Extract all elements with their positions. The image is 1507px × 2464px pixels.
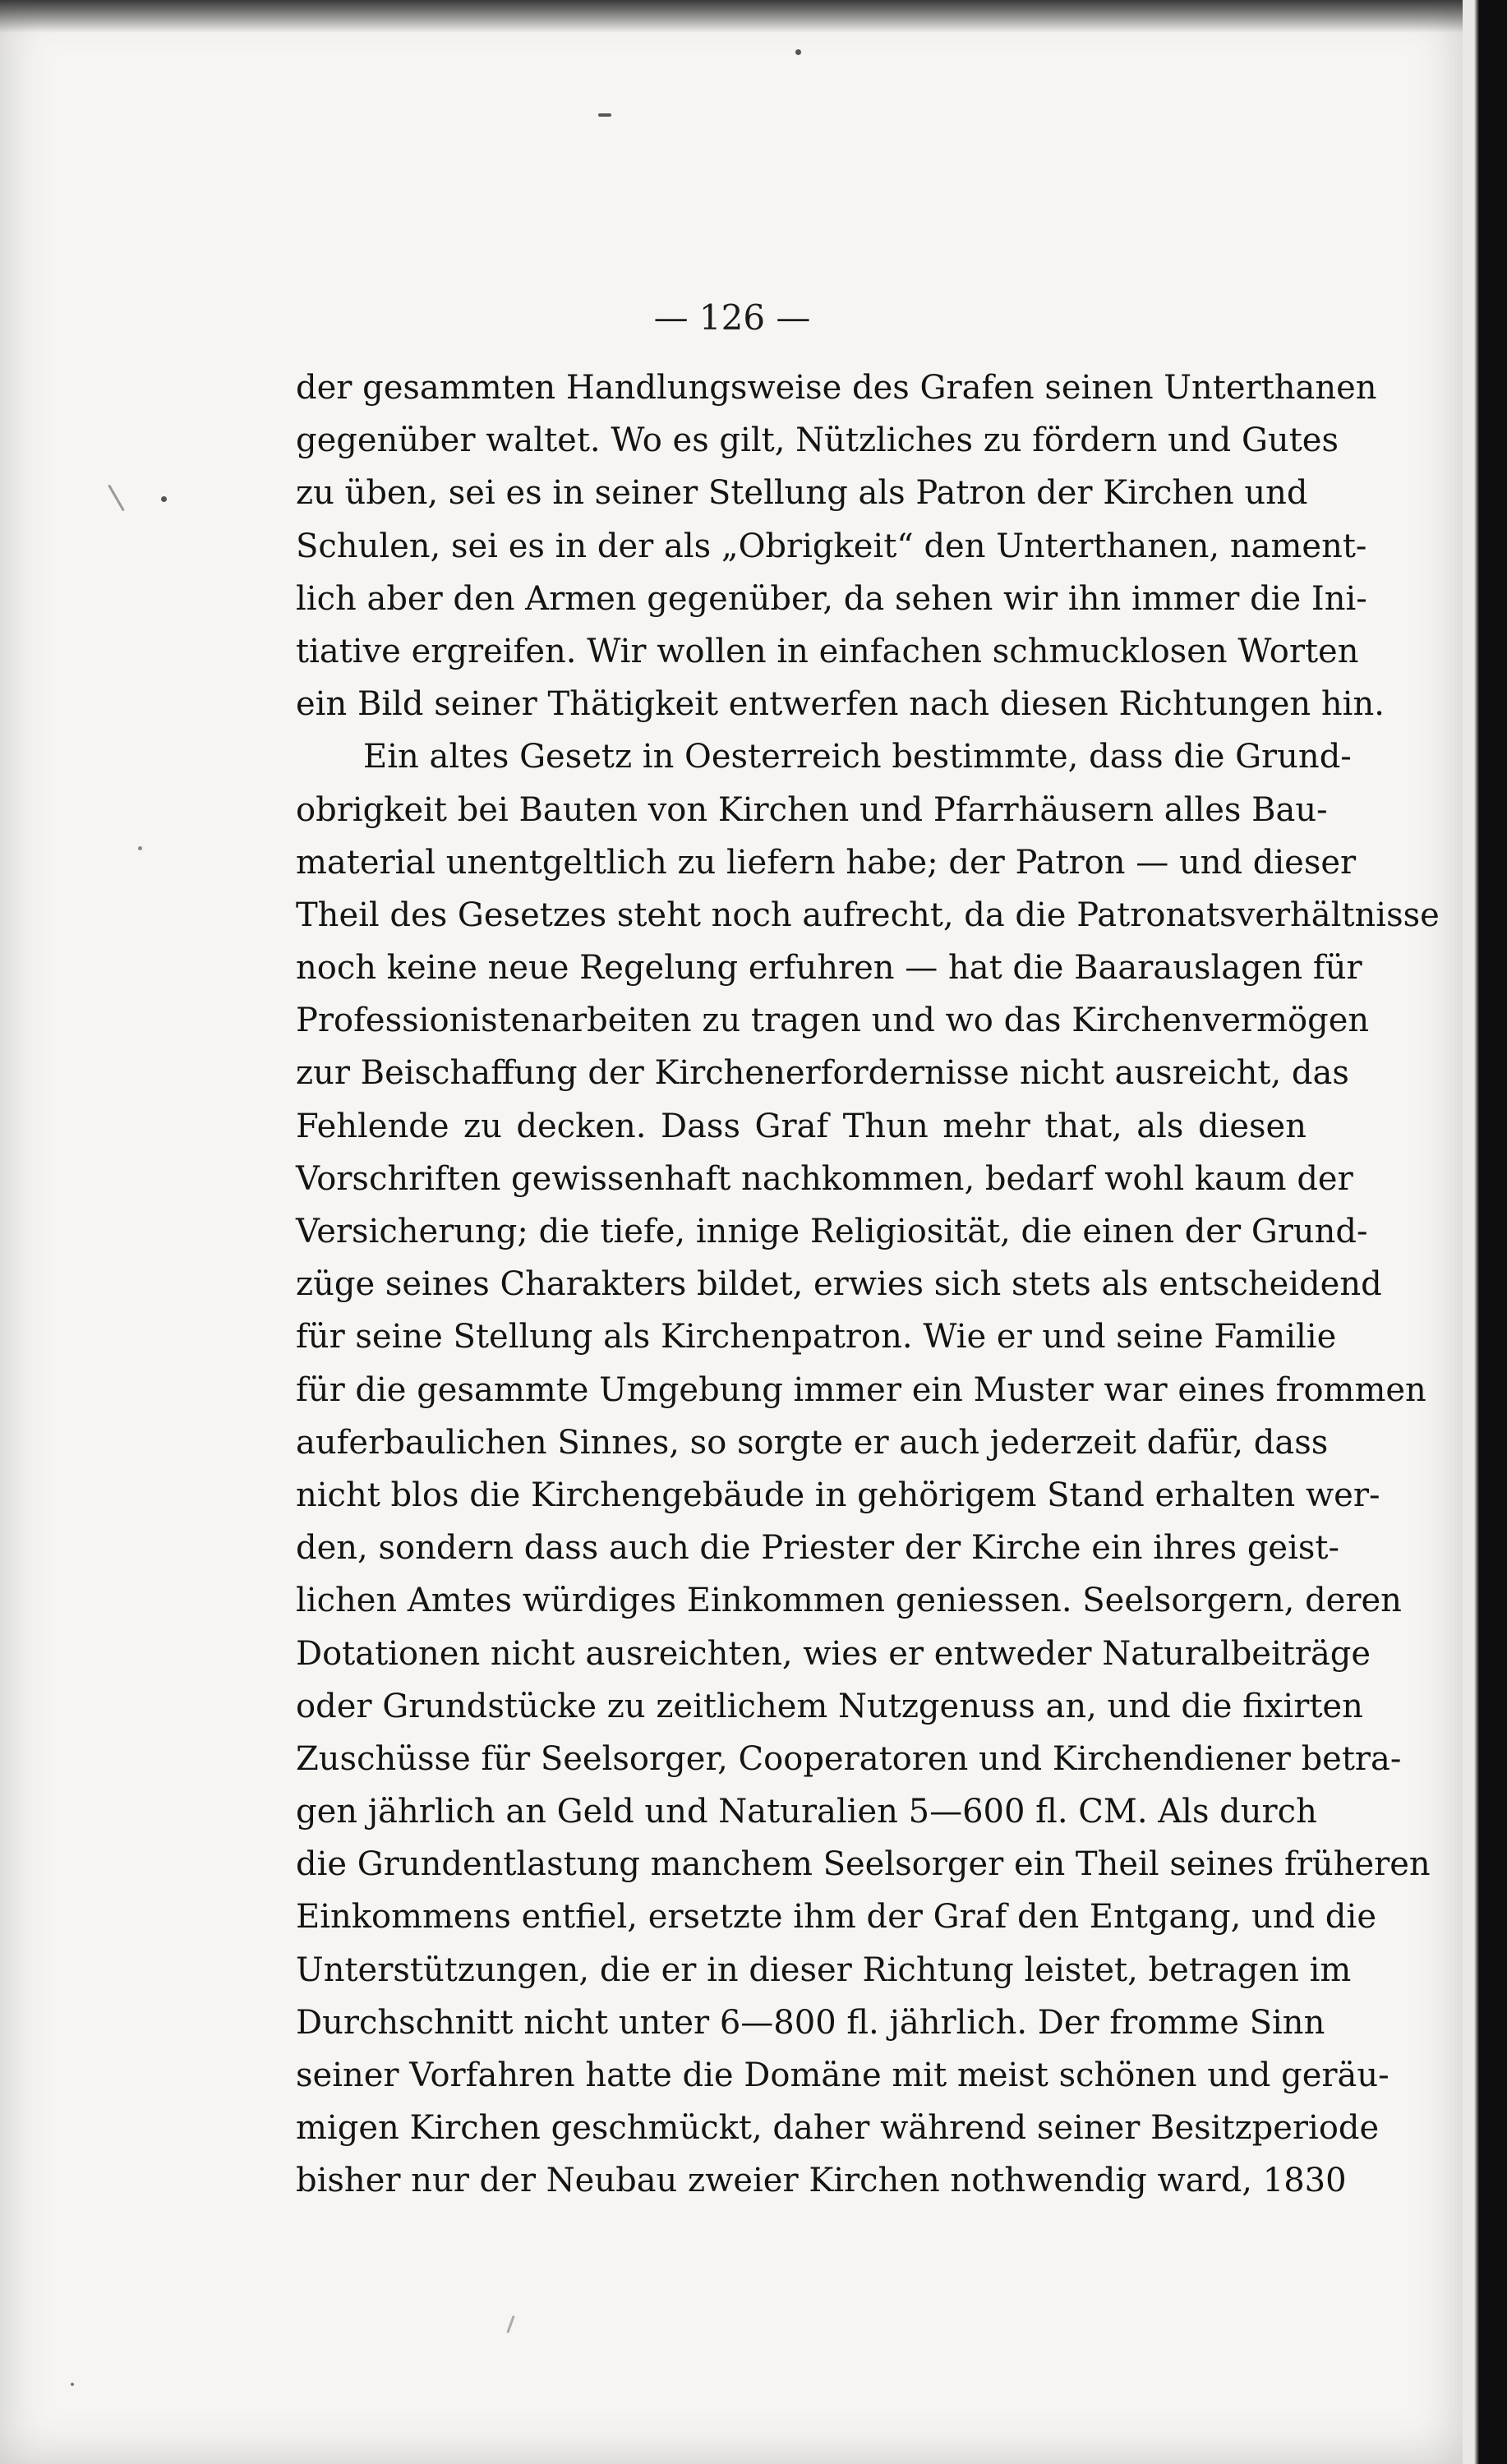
scan-speck — [598, 113, 611, 117]
scan-speck — [506, 2315, 514, 2333]
text-line: zu üben, sei es in seiner Stellung als Patron der Kirchen und — [296, 474, 1308, 513]
text-line: der gesammten Handlungsweise des Grafen seinen Unterthanen — [296, 369, 1377, 407]
body-text — [296, 362, 1440, 2208]
text-line: Einkommens entfiel, ersetzte ihm der Graf den Entgang, und die — [296, 1898, 1376, 1937]
text-line: Schulen, sei es in der als „Obrigkeit“ den Unterthanen, nament- — [296, 527, 1367, 565]
scan-speck — [108, 485, 125, 512]
text-line: Unterstützungen, die er in dieser Richtung leistet, betragen im — [296, 1950, 1352, 1989]
scan-top-shadow — [0, 0, 1463, 33]
text-line: oder Grundstücke zu zeitlichem Nutzgenuss an, und die fixirten — [296, 1687, 1363, 1725]
text-line: gen jährlich an Geld und Naturalien 5—600 fl. CM. Als durch — [296, 1793, 1317, 1831]
text-line: migen Kirchen geschmückt, daher während seiner Besitzperiode — [296, 2109, 1380, 2148]
text-line: für seine Stellung als Kirchenpatron. Wie er und seine Familie — [296, 1318, 1337, 1356]
text-line: Fehlende zu decken. Dass Graf Thun mehr that, als diesen — [296, 1107, 1307, 1145]
text-line: Durchschnitt nicht unter 6—800 fl. jährlich. Der fromme Sinn — [296, 2003, 1325, 2042]
scan-speck — [161, 496, 167, 502]
text-line: Vorschriften gewissenhaft nachkommen, bedarf wohl kaum der — [296, 1159, 1353, 1198]
scan-speck — [138, 846, 142, 850]
text-line: den, sondern dass auch die Priester der Kirche ein ihres geist- — [296, 1529, 1339, 1568]
scan-speck — [795, 49, 801, 55]
text-line: bisher nur der Neubau zweier Kirchen nothwendig ward, 1830 — [296, 2162, 1347, 2200]
scan-speck — [71, 2383, 74, 2386]
text-line: nicht blos die Kirchengebäude in gehörigem Stand erhalten wer- — [296, 1476, 1380, 1514]
text-line: zur Beischaffung der Kirchenerfordernisse nicht ausreicht, das — [296, 1054, 1349, 1093]
text-line: noch keine neue Regelung erfuhren — hat die Baarauslagen für — [296, 949, 1362, 988]
text-line: Theil des Gesetzes steht noch aufrecht, da die Patronatsverhältnisse — [296, 896, 1440, 934]
text-line: Zuschüsse für Seelsorger, Cooperatoren und Kirchendiener betra- — [296, 1739, 1402, 1778]
text-line: ein Bild seiner Thätigkeit entwerfen nach diesen Richtungen hin. — [296, 685, 1385, 724]
text-line: Dotationen nicht ausreichten, wies er entweder Naturalbeiträge — [296, 1634, 1371, 1673]
text-line: tiative ergreifen. Wir wollen in einfachen schmucklosen Worten — [296, 632, 1359, 670]
text-line: die Grundentlastung manchem Seelsorger ein Theil seines früheren — [296, 1845, 1431, 1884]
text-line: Professionistenarbeiten zu tragen und wo das Kirchenvermögen — [296, 1002, 1370, 1040]
text-line: lich aber den Armen gegenüber, da sehen wir ihn immer die Ini- — [296, 579, 1367, 618]
text-line: für die gesammte Umgebung immer ein Muster war eines frommen — [296, 1370, 1426, 1409]
text-line: züge seines Charakters bildet, erwies sich stets als entscheidend — [296, 1265, 1382, 1304]
text-line: material unentgeltlich zu liefern habe; der Patron — und dieser — [296, 843, 1357, 882]
text-line: auferbaulichen Sinnes, so sorgte er auch jederzeit dafür, dass — [296, 1423, 1329, 1462]
text-line: Ein altes Gesetz in Oesterreich bestimmte, dass die Grund- — [363, 738, 1352, 776]
text-line: lichen Amtes würdiges Einkommen geniessen. Seelsorgern, deren — [296, 1582, 1402, 1620]
text-line: gegenüber waltet. Wo es gilt, Nützliches zu fördern und Gutes — [296, 421, 1339, 460]
text-line: Versicherung; die tiefe, innige Religiosität, die einen der Grund- — [296, 1213, 1368, 1250]
scan-right-edge — [1463, 0, 1507, 2464]
text-line: obrigkeit bei Bauten von Kirchen und Pfarrhäusern alles Bau- — [296, 790, 1328, 829]
text-line: seiner Vorfahren hatte die Domäne mit meist schönen und geräu- — [296, 2056, 1389, 2094]
page-number: — 126 — — [653, 297, 811, 338]
